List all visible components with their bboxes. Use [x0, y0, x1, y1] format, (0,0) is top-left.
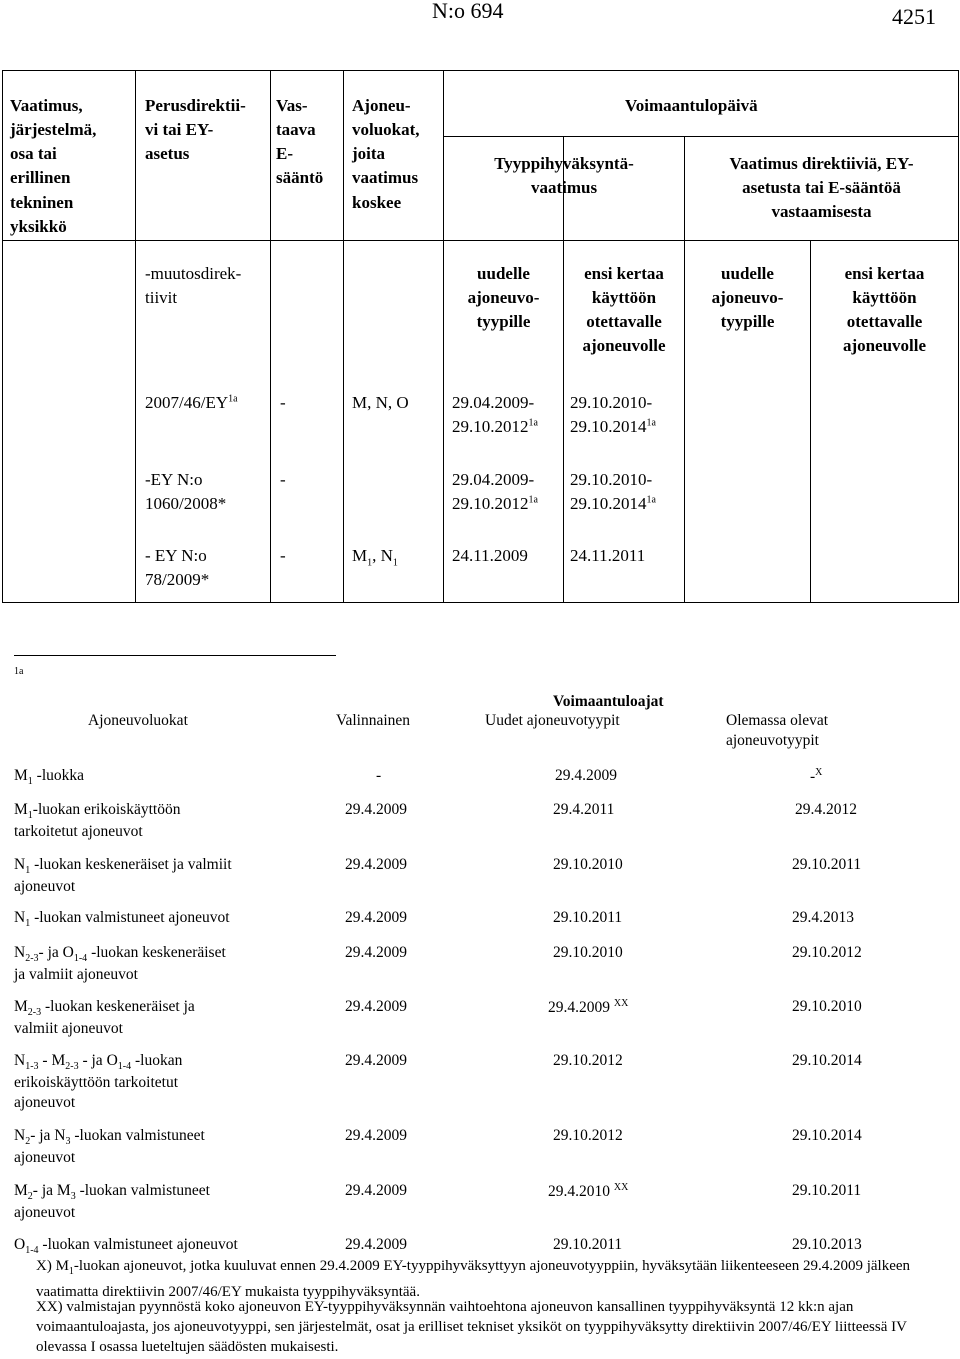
footnote-header-categories: Ajoneuvoluokat — [88, 712, 188, 729]
footnote-row-existing: 29.10.2011 — [792, 856, 862, 873]
subheader-amending-directives: -muutosdirek- tiivit — [145, 264, 242, 308]
footnote-row-new: 29.10.2011 — [553, 909, 623, 926]
footnote-row-new: 29.10.2010 — [553, 944, 623, 961]
footnote-row-existing: -$^X$ — [810, 767, 823, 786]
footnote-row-optional: 29.4.2009 — [345, 1052, 407, 1069]
footnote-row-category: $M_1$-luokan erikoiskäyttöön tarkoitetut ajoneuvot — [14, 801, 181, 841]
table-row-2-directive: -EY N:o 1060/2008* — [145, 470, 227, 514]
table-row-1-first-reg-date: 29.10.2010- $29.10.2014^{1a}$ — [570, 393, 656, 437]
footnote-row-existing: 29.10.2014 — [792, 1127, 862, 1144]
subheader-new-type-2: uudelle ajoneuvo- tyypille — [711, 264, 784, 332]
footnote-row-optional: 29.4.2009 — [345, 856, 407, 873]
footnote-row-new: 29.4.2009 $^{XX}$ — [548, 998, 629, 1017]
footnote-row-existing: 29.4.2012 — [795, 801, 857, 818]
footnote-row-new: 29.10.2012 — [553, 1052, 623, 1069]
subheader-new-type-1: uudelle ajoneuvo- tyypille — [467, 264, 540, 332]
footnote-row-optional: 29.4.2009 — [345, 944, 407, 961]
footnote-row-optional: 29.4.2009 — [345, 1127, 407, 1144]
footnote-row-category: $M_1$ -luokka — [14, 767, 85, 788]
table-row-1-new-type-date: 29.04.2009- $29.10.2012^{1a}$ — [452, 393, 538, 437]
table-row-1-categories: M, N, O — [352, 393, 409, 412]
footnote-row-optional: 29.4.2009 — [345, 1182, 407, 1199]
table-row-2-new-type-date: 29.04.2009- $29.10.2012^{1a}$ — [452, 470, 538, 514]
header-effective-date: Voimaantulopäivä — [625, 96, 758, 115]
footnote-row-optional: - — [376, 767, 382, 784]
header-requirement-compliance: Vaatimus direktiiviä, EY- asetusta tai E-sääntöä vastaamisesta — [729, 154, 914, 222]
footnote-row-category: $N_{2-3}-$ ja $O_{1-4}$ -luokan keskeneräiset ja valmiit ajoneuvot — [14, 944, 226, 984]
footnote-row-category: $M_{2-3}$ -luokan keskeneräiset ja valmiit ajoneuvot — [14, 998, 195, 1038]
footnote-row-existing: 29.10.2013 — [792, 1236, 862, 1253]
subheader-first-registration-1: ensi kertaa käyttöön otettavalle ajoneuvolle — [582, 264, 666, 356]
note-x: X) $M_1$-luokan ajoneuvot, jotka kuuluvat ennen 29.4.2009 EY-tyyppihyväksyttyyn ajoneuvotyyppiin, hyväksytään liikenteeseen 29.4.2009 jälkeen vaatimatta direktiivin 2007/46/EY mukaista tyyppihyväksyntää. — [36, 1258, 911, 1300]
footnote-row-category: $O_{1-4}$ -luokan valmistuneet ajoneuvot — [14, 1236, 238, 1257]
header-vehicle-categories: Ajoneu- voluokat, joita vaatimus koskee — [352, 96, 420, 212]
footnote-row-new: 29.10.2011 — [553, 1236, 623, 1253]
footnote-row-category: $N_1$ -luokan valmistuneet ajoneuvot — [14, 909, 230, 930]
table-row-1-e-regulation: - — [280, 393, 286, 412]
subheader-first-registration-2: ensi kertaa käyttöön otettavalle ajoneuvolle — [842, 264, 927, 356]
footnote-row-existing: 29.4.2013 — [792, 909, 854, 926]
footnote-row-optional: 29.4.2009 — [345, 998, 407, 1015]
footnote-row-existing: 29.10.2010 — [792, 998, 862, 1015]
footnote-row-new: 29.4.2009 — [555, 767, 617, 784]
footnote-row-new: 29.10.2012 — [553, 1127, 623, 1144]
footnote-row-optional: 29.4.2009 — [345, 909, 407, 926]
page-number: 4251 — [892, 4, 936, 29]
table-row-3-categories: $M_1$, $N_1$ — [352, 546, 398, 569]
footnote-row-category: $N_2-$ ja $N_3$ -luokan valmistuneet ajoneuvot — [14, 1127, 205, 1167]
footnote-row-category: $M_2-$ ja $M_3$ -luokan valmistuneet ajoneuvot — [14, 1182, 210, 1222]
footnote-row-optional: 29.4.2009 — [345, 1236, 407, 1253]
header-type-approval: Tyyppihyväksyntä- vaatimus — [494, 154, 634, 198]
footnote-row-new: 29.10.2010 — [553, 856, 623, 873]
footnote-marker: 1a — [14, 666, 24, 677]
table-row-1-directive: $2007/46/EY^{1a}$ — [145, 393, 238, 412]
footnote-row-existing: 29.10.2014 — [792, 1052, 862, 1069]
footnote-row-existing: 29.10.2011 — [792, 1182, 862, 1199]
table-row-3-e-regulation: - — [280, 546, 286, 565]
footnote-header-optional: Valinnainen — [336, 712, 411, 729]
footnote-separator — [14, 655, 336, 656]
footnote-header-existing-types: Olemassa olevat ajoneuvotyypit — [726, 712, 829, 750]
table-row-3-directive: - EY N:o 78/2009* — [145, 546, 210, 590]
footnote-row-existing: 29.10.2012 — [792, 944, 862, 961]
table-row-2-e-regulation: - — [280, 470, 286, 489]
footnote-row-category: $N_{1-3} - M_{2-3}$ - ja $O_{1-4}$ -luokan erikoiskäyttöön tarkoitetut ajoneuvot — [14, 1052, 183, 1112]
footnote-row-category: $N_1$ -luokan keskeneräiset ja valmiit ajoneuvot — [14, 856, 232, 896]
table-row-3-new-type-date: 24.11.2009 — [452, 546, 528, 565]
footnote-row-new: 29.4.2010 $^{XX}$ — [548, 1182, 629, 1201]
header-base-directive: Perusdirektii- vi tai EY- asetus — [145, 96, 246, 164]
header-requirement: Vaatimus, järjestelmä, osa tai erillinen tekninen yksikkö — [10, 96, 97, 236]
table-row-2-first-reg-date: 29.10.2010- $29.10.2014^{1a}$ — [570, 470, 656, 514]
footnote-title: Voimaantuloajat — [553, 693, 664, 710]
statute-number: N:o 694 — [432, 0, 504, 23]
footnote-row-new: 29.4.2011 — [553, 801, 615, 818]
footnote-header-new-types: Uudet ajoneuvotyypit — [485, 712, 620, 729]
footnote-row-optional: 29.4.2009 — [345, 801, 407, 818]
header-e-regulation: Vas- taava E- sääntö — [276, 96, 324, 188]
note-xx: XX) valmistajan pyynnöstä koko ajoneuvon EY-tyyppihyväksynnän vaihtoehtona ajoneuvon kansallinen tyyppihyväksyntä 12 kk:n ajan voimaantuloajasta, jos ajoneuvotyyppi, sen järjestelmät, osat ja erilliset tekniset yksiköt on tyyppihyväksytty direktiivin 2007/46/EY liitteessä IV olevassa I osassa lueteltujen säädösten mukaisesti. — [36, 1299, 907, 1355]
table-row-3-first-reg-date: 24.11.2011 — [570, 546, 646, 565]
